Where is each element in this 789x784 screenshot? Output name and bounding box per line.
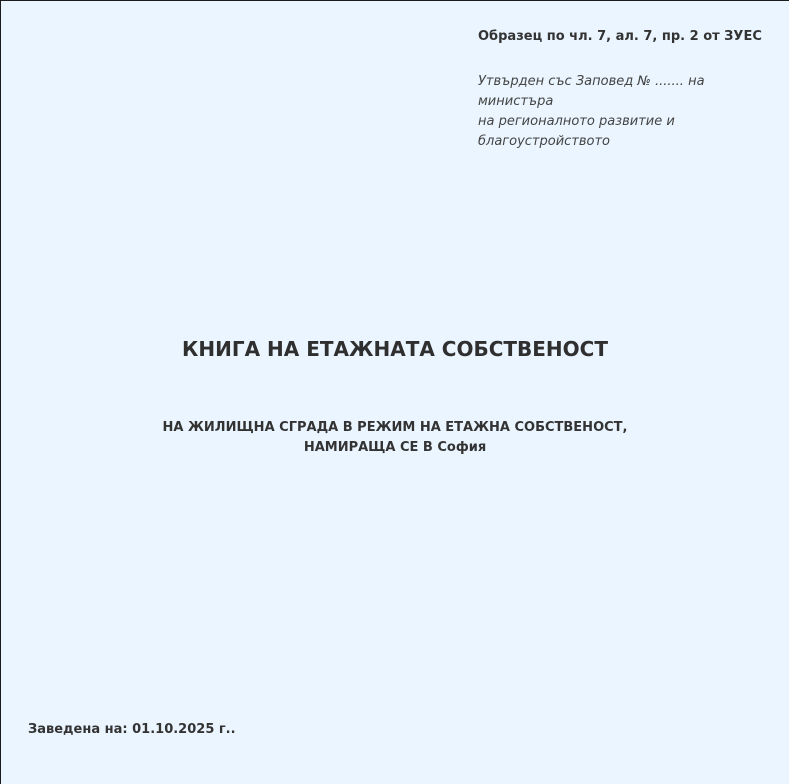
document-subtitle [1, 418, 789, 458]
registration-date: Заведена на: 01.10.2025 г.. [28, 722, 236, 737]
approval-note [478, 72, 783, 152]
approval-line: благоустройството [478, 134, 611, 149]
subtitle-line: НАМИРАЩА СЕ В София [303, 440, 487, 455]
approval-line: на регионалното развитие и [478, 114, 675, 129]
approval-line: Утвърден със Заповед № ....... на министъра [478, 74, 705, 109]
document-title: КНИГА НА ЕТАЖНАТА СОБСТВЕНОСТ [182, 337, 608, 361]
subtitle-line: НА ЖИЛИЩНА СГРАДА В РЕЖИМ НА ЕТАЖНА СОБСТВЕНОСТ, [162, 420, 628, 435]
form-reference: Образец по чл. 7, ал. 7, пр. 2 от ЗУЕС [478, 29, 762, 44]
